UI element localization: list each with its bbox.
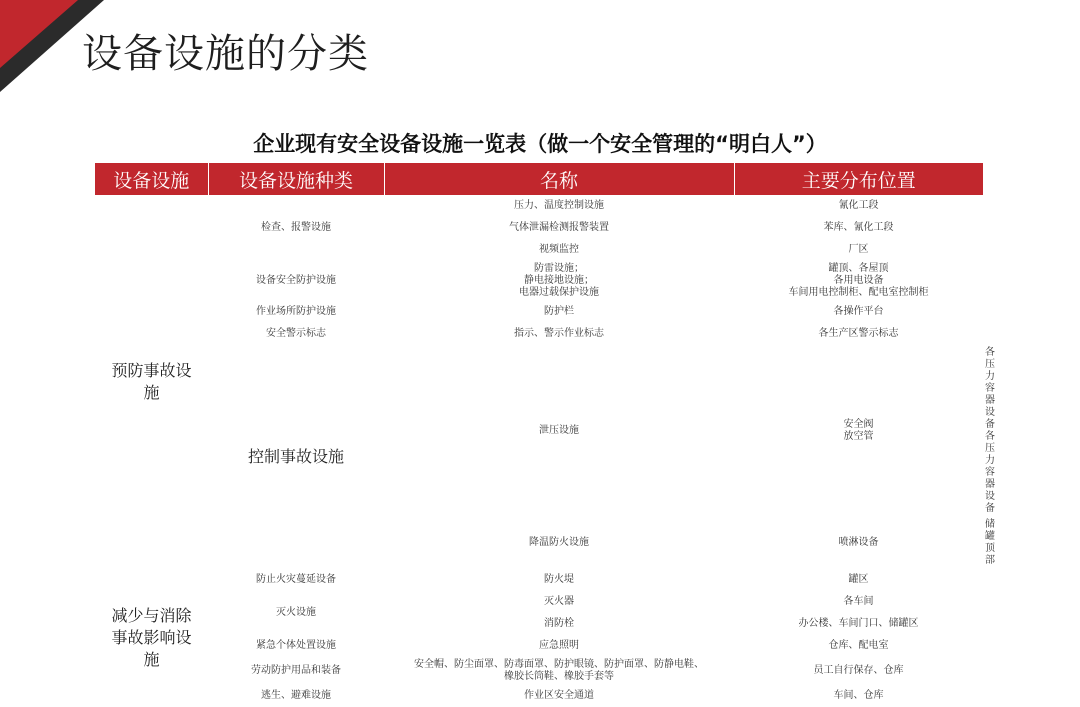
header-location: 主要分布位置 <box>734 163 983 195</box>
name-cell: 灭火器 <box>544 596 574 607</box>
name-cell: 消防栓 <box>544 618 574 629</box>
location-cell: 仓库、配电室 <box>828 640 889 651</box>
type-cell: 防止火灾蔓延设备 <box>256 574 336 585</box>
table-row <box>95 301 983 323</box>
name-cell: 喷淋设备 <box>838 537 879 548</box>
type-cell: 作业场所防护设施 <box>256 306 336 317</box>
group-cell: 减少与消除 事故影响设 施 <box>111 606 192 669</box>
header-category: 设备设施 <box>95 163 208 195</box>
type-cell: 泄压设施 <box>539 425 579 436</box>
name-cell: 压力、温度控制设施 <box>514 200 604 211</box>
name-cell: 作业区安全通道 <box>524 690 594 701</box>
group-cell: 控制事故设施 <box>247 447 344 466</box>
type-cell: 检查、报警设施 <box>261 222 331 233</box>
table-row: 降温防火设施 喷淋设备 储罐顶部 <box>95 517 983 569</box>
header-type: 设备设施种类 <box>208 163 384 195</box>
name-cell: 安全帽、防尘面罩、防毒面罩、防护眼镜、防护面罩、防静电鞋、 橡胶长筒鞋、橡胶手套等 <box>414 659 704 682</box>
table-row: 控制事故设施 泄压设施 安全阀 放空管 各压力容器设备 各压力容器设备 <box>95 345 983 517</box>
type-cell: 设备安全防护设施 <box>256 275 336 286</box>
type-cell: 灭火设施 <box>276 607 316 618</box>
name-cell: 应急照明 <box>539 640 579 651</box>
location-cell: 苯库、氰化工段 <box>823 222 894 233</box>
location-cell: 各操作平台 <box>833 306 884 317</box>
location-cell: 办公楼、车间门口、储罐区 <box>798 618 919 629</box>
table-row <box>95 591 983 613</box>
table-header-row <box>95 163 983 195</box>
location-cell: 各生产区警示标志 <box>818 328 899 339</box>
location-cell: 氰化工段 <box>838 200 879 211</box>
name-cell: 防护栏 <box>544 306 574 317</box>
table-row <box>95 323 983 345</box>
location-cell: 罐区 <box>848 574 869 585</box>
type-cell: 安全警示标志 <box>266 328 326 339</box>
table-row <box>95 569 983 591</box>
table-row <box>95 657 983 685</box>
slide-title: 设备设施的分类 <box>82 31 369 77</box>
location-cell: 各车间 <box>843 596 874 607</box>
name-cell: 安全阀 放空管 <box>843 419 874 442</box>
location-cell: 员工自行保存、仓库 <box>813 665 904 676</box>
table-row <box>95 685 983 707</box>
type-cell: 劳动防护用品和装备 <box>251 665 341 676</box>
equipment-table <box>95 163 995 707</box>
name-cell: 防火堤 <box>544 574 574 585</box>
table-title: 企业现有安全设备设施一览表（做一个安全管理的“明白人”） <box>253 132 827 156</box>
table-row <box>95 635 983 657</box>
type-cell: 逃生、避难设施 <box>261 690 331 701</box>
header-name: 名称 <box>384 163 734 195</box>
location-cell: 厂区 <box>848 244 869 255</box>
name-cell: 防雷设施； 静电接地设施； 电器过载保护设施 <box>519 263 599 298</box>
location-cell: 车间、仓库 <box>833 690 884 701</box>
name-cell: 视频监控 <box>539 244 579 255</box>
name-cell: 指示、警示作业标志 <box>514 328 604 339</box>
location-cell: 罐顶、各屋顶 各用电设备 车间用电控制柜、配电室控制柜 <box>788 263 929 298</box>
table-row <box>95 195 983 217</box>
type-cell: 降温防火设施 <box>529 537 589 548</box>
name-cell: 气体泄漏检测报警装置 <box>509 222 609 233</box>
type-cell: 紧急个体处置设施 <box>256 640 336 651</box>
group-cell: 预防事故设 施 <box>111 361 192 402</box>
table-row <box>95 261 983 301</box>
